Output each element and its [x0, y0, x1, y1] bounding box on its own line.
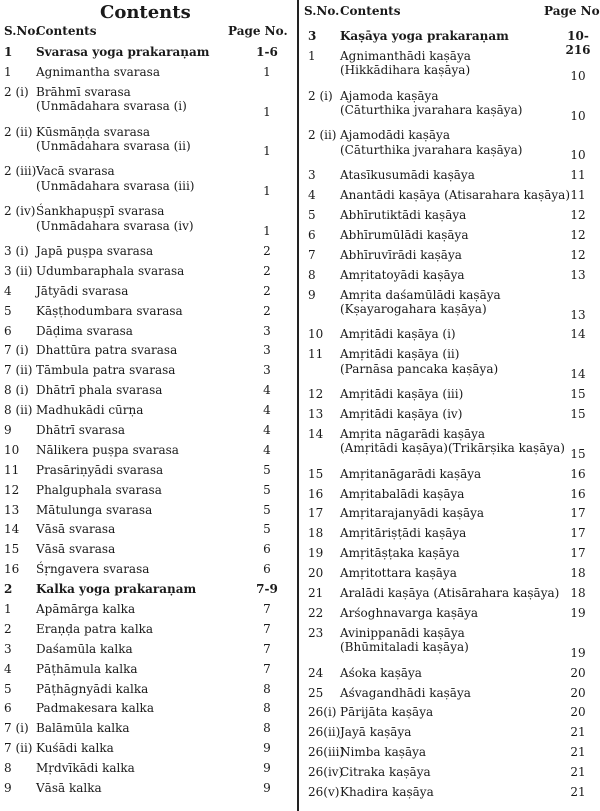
entry-row: [304, 384, 600, 404]
entry-number: 5: [308, 208, 316, 223]
entry-number: 10: [308, 327, 324, 342]
entry-number: 2 (i): [308, 88, 333, 103]
entry-title: Udumbaraphala svarasa: [36, 263, 185, 278]
entry-row: [304, 603, 600, 623]
entry-title: Phalguphala svarasa: [36, 482, 162, 497]
entry-number: 7 (ii): [4, 741, 33, 756]
header-page: Page No: [544, 4, 600, 18]
entry-page: 6: [263, 542, 271, 557]
entry-page: 1: [263, 104, 271, 119]
entry-number: 11: [308, 347, 324, 362]
entry-row: [304, 324, 600, 344]
entry-page: 2: [263, 303, 271, 318]
entry-number: 14: [4, 522, 20, 537]
entry-number: 9: [4, 422, 12, 437]
entry-page: 5: [263, 522, 271, 537]
entry-title: Balāmūla kalka: [36, 721, 130, 736]
entry-row: [0, 62, 293, 82]
entry-title: Abhīruvīrādi kaṣāya: [340, 247, 462, 262]
entry-number: 4: [4, 283, 12, 298]
entry-title: Dāḍima svarasa: [36, 323, 133, 338]
entry-title: Kāṣṭhodumbara svarasa: [36, 303, 183, 318]
right-entries: [304, 26, 600, 802]
header-sno: S.No.: [304, 4, 340, 18]
entry-row: [0, 778, 293, 798]
entry-row: [0, 201, 293, 241]
entry-page: 12: [570, 247, 586, 262]
entry-row: [304, 623, 600, 663]
entry-title: Ajamodādi kaṣāya (Cāturthika jvarahara kaṣāya): [340, 128, 523, 157]
entry-row: [304, 344, 600, 384]
entry-number: 19: [308, 546, 324, 561]
entry-number: 2 (ii): [4, 124, 33, 139]
entry-title: Amṛitabalādi kaṣāya: [340, 486, 465, 501]
entry-title: Amṛitanāgarādi kaṣāya: [340, 466, 482, 481]
entry-number: 3: [308, 168, 316, 183]
entry-page: 21: [570, 725, 586, 740]
entry-row: [0, 122, 293, 162]
entry-row: [304, 46, 600, 86]
entry-title: Pāṭhāmula kalka: [36, 661, 138, 676]
entry-row: [304, 563, 600, 583]
entry-number: 2 (iv): [4, 204, 36, 219]
entry-row: [304, 185, 600, 205]
entry-number: 4: [308, 188, 316, 203]
entry-page: 10-216: [565, 29, 591, 58]
entry-number: 25: [308, 685, 324, 700]
entry-title: Amṛitādi kaṣāya (iv): [340, 407, 463, 421]
entry-row: [304, 165, 600, 185]
entry-page: 2: [263, 243, 271, 258]
entry-page: 12: [570, 208, 586, 223]
entry-title: Khadira kaṣāya: [340, 784, 434, 799]
entry-number: 2 (i): [4, 84, 29, 99]
entry-page: 16: [570, 466, 586, 481]
entry-title: Apāmārga kalka: [36, 602, 136, 616]
entry-page: 21: [570, 745, 586, 760]
entry-title: Eraṇḍa patra kalka: [36, 621, 154, 636]
entry-page: 3: [263, 323, 271, 338]
entry-page: 13: [570, 307, 586, 322]
entry-row: [304, 404, 600, 424]
entry-page: 5: [263, 482, 271, 497]
entry-number: 21: [308, 586, 324, 601]
entry-number: 12: [4, 482, 20, 497]
entry-number: 4: [4, 661, 12, 676]
entry-title: Jātyādi svarasa: [36, 283, 129, 298]
entry-page: 3: [263, 363, 271, 378]
entry-title: Amṛitādi kaṣāya (i): [340, 327, 456, 342]
section-row: [0, 579, 293, 599]
entry-number: 6: [4, 701, 12, 716]
entry-page: 8: [263, 701, 271, 716]
entry-number: 2 (iii): [4, 164, 37, 179]
entry-title: Vacā svarasa (Unmādahara svarasa (iii): [36, 164, 195, 193]
entry-title: Vāsā svarasa: [36, 542, 116, 557]
entry-number: 15: [4, 542, 20, 557]
entry-title: Vāsā kalka: [36, 781, 102, 796]
entry-row: [304, 285, 600, 325]
entry-row: [0, 698, 293, 718]
entry-row: [304, 86, 600, 126]
entry-row: [0, 321, 293, 341]
entry-number: 3: [308, 29, 317, 43]
entry-row: [0, 480, 293, 500]
entry-number: 7 (i): [4, 343, 29, 358]
entry-number: 16: [4, 562, 20, 577]
entry-title: Brāhmī svarasa (Unmādahara svarasa (i): [36, 84, 187, 114]
section-row: [304, 26, 600, 58]
entry-page: 7: [263, 641, 271, 656]
entry-page: 11: [570, 188, 586, 203]
entry-number: 3: [4, 641, 12, 656]
entry-number: 5: [4, 681, 12, 696]
entry-page: 1: [263, 184, 271, 199]
entry-title: Padmakesara kalka: [36, 701, 154, 716]
entry-row: [304, 484, 600, 504]
entry-title: Aralādi kaṣāya (Atisārahara kaṣāya): [340, 586, 560, 601]
entry-title: Amṛitottara kaṣāya: [340, 566, 457, 581]
entry-row: [0, 261, 293, 281]
entry-number: 18: [308, 526, 324, 541]
entry-title: Vāsā svarasa: [36, 522, 116, 537]
contents-left-column: [0, 0, 293, 798]
entry-number: 9: [4, 781, 12, 796]
entry-number: 20: [308, 566, 324, 581]
entry-number: 13: [308, 407, 324, 421]
entry-number: 8 (ii): [4, 403, 33, 418]
entry-number: 10: [4, 442, 20, 457]
entry-title: Kalka yoga prakaraṇam: [36, 582, 197, 597]
entry-title: Abhīrumūlādi kaṣāya: [340, 227, 469, 242]
entry-page: 2: [263, 283, 271, 298]
entry-number: 26(i): [308, 705, 337, 720]
entry-page: 17: [570, 526, 586, 541]
entry-number: 3 (ii): [4, 263, 33, 278]
entry-row: [304, 225, 600, 245]
entry-number: 6: [4, 323, 12, 338]
contents-right-column: [304, 0, 600, 802]
header-sno: S.No.: [4, 24, 40, 38]
entry-number: 17: [308, 506, 324, 521]
entry-page: 1: [263, 144, 271, 159]
entry-row: [0, 301, 293, 321]
entry-title: Japā puṣpa svarasa: [36, 243, 154, 258]
entry-page: 17: [570, 546, 586, 561]
entry-title: Ajamoda kaṣāya (Cāturthika jvarahara kaṣāya): [340, 88, 523, 118]
entry-row: [0, 440, 293, 460]
entry-row: [304, 205, 600, 225]
entry-title: Amṛita nāgarādi kaṣāya (Amṛitādi kaṣāya)(Trikārṣika kaṣāya): [340, 426, 565, 456]
entry-row: [0, 460, 293, 480]
entry-title: Amṛitāṣṭaka kaṣāya: [340, 546, 460, 561]
entry-number: 23: [308, 625, 324, 640]
entry-number: 6: [308, 227, 316, 242]
entry-title: Agnimanthādi kaṣāya (Hikkādihara kaṣāya): [340, 48, 471, 78]
entry-number: 12: [308, 387, 324, 402]
entry-page: 4: [263, 422, 271, 437]
entry-page: 11: [570, 168, 586, 183]
entry-number: 2 (ii): [308, 128, 337, 143]
entry-title: Pārijāta kaṣāya: [340, 705, 434, 720]
entry-row: [0, 619, 293, 639]
entry-title: Dhattūra patra svarasa: [36, 343, 178, 358]
entry-number: 3 (i): [4, 243, 29, 258]
entry-page: 7-9: [256, 582, 278, 597]
entry-row: [0, 500, 293, 520]
entry-row: [304, 782, 600, 802]
entry-row: [304, 762, 600, 782]
entry-title: Avinippanādi kaṣāya (Bhūmitaladi kaṣāya): [340, 625, 469, 655]
entry-title: Kaṣāya yoga prakaraṇam: [340, 29, 509, 43]
entry-number: 14: [308, 426, 324, 441]
header-page: Page No.: [228, 24, 288, 38]
entry-row: [304, 683, 600, 703]
entry-page: 1: [263, 64, 271, 79]
entry-row: [304, 702, 600, 722]
entry-row: [0, 340, 293, 360]
entry-page: 9: [263, 781, 271, 796]
entry-page: 9: [263, 741, 271, 756]
entry-title: Amṛitatoyādi kaṣāya: [340, 267, 465, 282]
entry-row: [0, 679, 293, 699]
entry-page: 4: [263, 403, 271, 418]
entry-number: 7 (ii): [4, 363, 33, 378]
entry-row: [304, 742, 600, 762]
entry-page: 4: [263, 442, 271, 457]
entry-title: Tāmbula patra svarasa: [36, 363, 176, 378]
entry-row: [0, 599, 293, 619]
entry-title: Amṛita daśamūlādi kaṣāya (Kṣayarogahara kaṣāya): [340, 287, 501, 317]
entry-row: [0, 758, 293, 778]
entry-row: [304, 583, 600, 603]
entry-title: Madhukādi cūrṇa: [36, 403, 144, 418]
entry-number: 22: [308, 605, 324, 620]
entry-number: 2: [4, 582, 13, 597]
entry-number: 24: [308, 665, 324, 680]
entry-title: Atasīkusumādi kaṣāya: [340, 168, 475, 183]
entry-page: 19: [570, 645, 586, 660]
entry-title: Kuśādi kalka: [36, 741, 114, 756]
entry-row: [0, 539, 293, 559]
entry-page: 10: [570, 148, 586, 163]
entry-page: 1-6: [256, 45, 278, 59]
left-header: [0, 0, 293, 42]
entry-page: 13: [570, 267, 586, 282]
entry-number: 8: [4, 761, 12, 776]
entry-title: Mṛdvīkādi kalka: [36, 761, 135, 776]
entry-title: Prasāriṇyādi svarasa: [36, 462, 164, 477]
entry-page: 8: [263, 721, 271, 736]
entry-page: 20: [570, 705, 586, 720]
entry-title: Dhātrī phala svarasa: [36, 383, 163, 398]
left-entries: [0, 42, 293, 798]
entry-title: Amṛitādi kaṣāya (iii): [340, 387, 464, 402]
entry-row: [0, 420, 293, 440]
entry-row: [304, 663, 600, 683]
entry-page: 5: [263, 462, 271, 477]
entry-number: 26(v): [308, 784, 340, 799]
entry-row: [304, 503, 600, 523]
entry-page: 9: [263, 761, 271, 776]
entry-number: 1: [4, 45, 13, 59]
page-title: Contents: [100, 2, 191, 23]
entry-number: 1: [4, 602, 12, 616]
entry-number: 15: [308, 466, 324, 481]
entry-title: Nālikera puṣpa svarasa: [36, 442, 179, 457]
entry-title: Kūsmāṇḍa svarasa (Unmādahara svarasa (ii): [36, 124, 191, 153]
entry-row: [304, 543, 600, 563]
entry-page: 12: [570, 227, 586, 242]
entry-page: 21: [570, 784, 586, 799]
entry-page: 18: [570, 586, 586, 601]
entry-number: 11: [4, 462, 20, 477]
entry-page: 10: [570, 68, 586, 83]
entry-page: 20: [570, 685, 586, 700]
section-row: [0, 42, 293, 62]
entry-page: 1: [263, 224, 271, 239]
entry-page: 17: [570, 506, 586, 521]
entry-title: Daśamūla kalka: [36, 641, 133, 656]
entry-number: 16: [308, 486, 324, 501]
entry-row: [0, 241, 293, 261]
entry-row: [0, 380, 293, 400]
entry-title: Amṛitarajanyādi kaṣāya: [340, 506, 485, 521]
entry-page: 16: [570, 486, 586, 501]
column-divider: [297, 0, 299, 811]
entry-number: 8 (i): [4, 383, 29, 398]
entry-number: 9: [308, 287, 316, 302]
entry-page: 7: [263, 621, 271, 636]
entry-page: 21: [570, 765, 586, 780]
entry-number: 1: [308, 48, 316, 63]
entry-page: 5: [263, 502, 271, 517]
entry-row: [304, 245, 600, 265]
entry-page: 15: [570, 387, 586, 402]
entry-row: [304, 265, 600, 285]
entry-title: Nimba kaṣāya: [340, 745, 427, 760]
entry-title: Dhātrī svarasa: [36, 422, 126, 437]
entry-row: [0, 639, 293, 659]
entry-row: [0, 519, 293, 539]
entry-row: [0, 400, 293, 420]
entry-row: [304, 424, 600, 464]
entry-number: 5: [4, 303, 12, 318]
entry-row: [304, 722, 600, 742]
entry-number: 8: [308, 267, 316, 282]
entry-number: 26(iv): [308, 765, 344, 780]
entry-row: [0, 161, 293, 201]
entry-row: [0, 360, 293, 380]
entry-page: 4: [263, 383, 271, 398]
entry-title: Arśoghnavarga kaṣāya: [340, 605, 479, 620]
entry-title: Abhīrutiktādi kaṣāya: [340, 208, 467, 223]
entry-title: Amṛitādi kaṣāya (ii) (Parnāsa pancaka kaṣāya): [340, 347, 499, 376]
entry-row: [0, 82, 293, 122]
entry-number: 7 (i): [4, 721, 29, 736]
entry-row: [0, 281, 293, 301]
entry-row: [304, 464, 600, 484]
header-contents: Contents: [340, 4, 401, 18]
header-contents: Contents: [36, 24, 97, 38]
entry-row: [0, 738, 293, 758]
entry-row: [0, 718, 293, 738]
entry-page: 7: [263, 602, 271, 616]
entry-row: [304, 125, 600, 165]
entry-number: 26(iii): [308, 745, 345, 760]
right-header: [304, 0, 600, 26]
entry-title: Mātulunga svarasa: [36, 502, 153, 517]
entry-number: 26(ii): [308, 725, 341, 740]
entry-page: 7: [263, 661, 271, 676]
entry-page: 14: [570, 327, 586, 342]
entry-title: Aśoka kaṣāya: [340, 665, 422, 680]
entry-page: 10: [570, 108, 586, 123]
entry-title: Śankhapuṣpī svarasa (Unmādahara svarasa (iv): [36, 204, 194, 233]
entry-title: Jayā kaṣāya: [340, 725, 412, 740]
entry-page: 3: [263, 343, 271, 358]
entry-page: 15: [570, 446, 586, 461]
entry-page: 6: [263, 562, 271, 577]
entry-page: 14: [570, 367, 586, 382]
entry-row: [304, 523, 600, 543]
entry-number: 7: [308, 247, 316, 262]
entry-title: Aśvagandhādi kaṣāya: [340, 685, 471, 700]
entry-title: Citraka kaṣāya: [340, 765, 431, 780]
entry-title: Śṛngavera svarasa: [36, 562, 150, 577]
entry-row: [0, 659, 293, 679]
entry-title: Amṛitāriṣṭādi kaṣāya: [340, 526, 467, 541]
entry-number: 13: [4, 502, 20, 517]
entry-title: Anantādi kaṣāya (Atisarahara kaṣāya): [340, 188, 571, 203]
entry-title: Svarasa yoga prakaraṇam: [36, 45, 210, 59]
entry-number: 2: [4, 621, 12, 636]
entry-title: Agnimantha svarasa: [36, 64, 160, 79]
entry-page: 19: [570, 605, 586, 620]
entry-page: 2: [263, 263, 271, 278]
entry-row: [0, 559, 293, 579]
entry-page: 8: [263, 681, 271, 696]
entry-title: Pāṭhāgnyādi kalka: [36, 681, 149, 696]
entry-page: 20: [570, 665, 586, 680]
entry-page: 15: [570, 407, 586, 421]
entry-page: 18: [570, 566, 586, 581]
entry-number: 1: [4, 64, 12, 79]
